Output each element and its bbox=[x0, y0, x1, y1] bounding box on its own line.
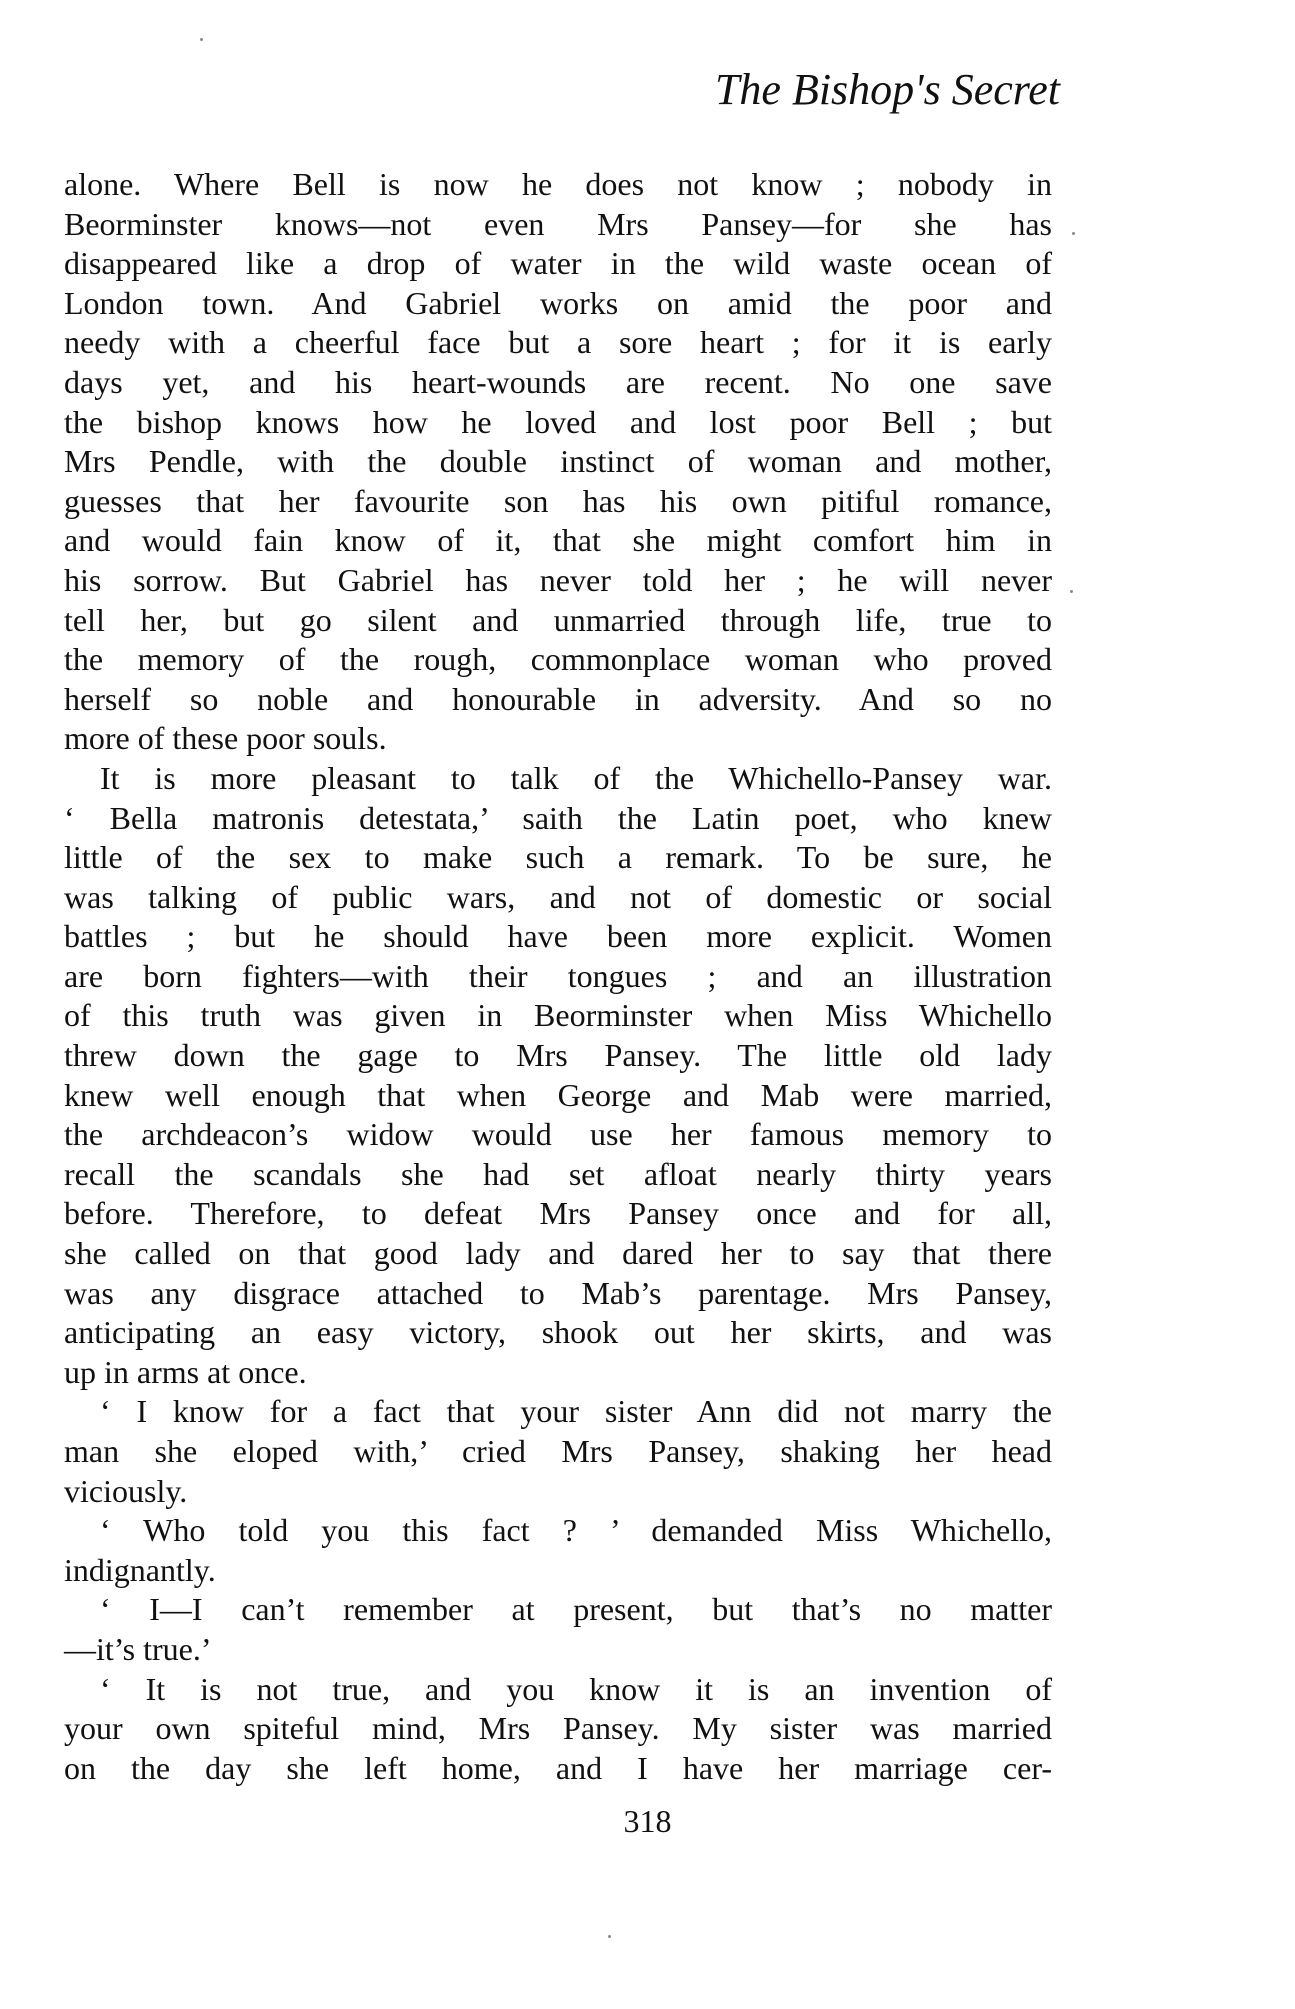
text-line: more of these poor souls. bbox=[64, 720, 387, 757]
text-line: guesses that her favourite son has his own pitiful romance, bbox=[64, 482, 1052, 519]
paper-speck bbox=[200, 38, 203, 41]
text-line: anticipating an easy victory, shook out her skirts, and was bbox=[64, 1314, 1052, 1351]
text-line: and would fain know of it, that she might comfort him in bbox=[64, 522, 1052, 559]
text-line: up in arms at once. bbox=[64, 1353, 307, 1390]
text-line: days yet, and his heart-wounds are recent. No one save bbox=[64, 363, 1052, 400]
text-line: your own spiteful mind, Mrs Pansey. My sister was married bbox=[64, 1710, 1052, 1747]
paper-speck bbox=[608, 1935, 611, 1938]
running-head: The Bishop's Secret bbox=[714, 65, 1060, 114]
text-line: knew well enough that when George and Mab were married, bbox=[64, 1076, 1052, 1113]
text-line: ‘ Who told you this fact ? ’ demanded Miss Whichello, bbox=[100, 1512, 1052, 1549]
text-line: herself so noble and honourable in adversity. And so no bbox=[64, 680, 1052, 717]
text-line: recall the scandals she had set afloat nearly thirty years bbox=[64, 1155, 1052, 1192]
text-line: of this truth was given in Beorminster when Miss Whichello bbox=[64, 997, 1052, 1034]
text-line: his sorrow. But Gabriel has never told her ; he will never bbox=[64, 561, 1052, 598]
text-line: on the day she left home, and I have her marriage cer- bbox=[64, 1749, 1052, 1786]
text-line: indignantly. bbox=[64, 1551, 216, 1588]
text-line: threw down the gage to Mrs Pansey. The little old lady bbox=[64, 1037, 1052, 1074]
text-line: little of the sex to make such a remark. To be sure, he bbox=[64, 839, 1052, 876]
text-line: the archdeacon’s widow would use her famous memory to bbox=[64, 1116, 1052, 1153]
text-line: was any disgrace attached to Mab’s parentage. Mrs Pansey, bbox=[64, 1274, 1052, 1311]
text-line: alone. Where Bell is now he does not know ; nobody in bbox=[64, 166, 1052, 202]
text-line: tell her, but go silent and unmarried through life, true to bbox=[64, 601, 1052, 638]
paper-speck bbox=[1070, 590, 1073, 593]
text-line: before. Therefore, to defeat Mrs Pansey once and for all, bbox=[64, 1195, 1052, 1232]
text-line: the memory of the rough, commonplace woman who proved bbox=[64, 641, 1052, 678]
text-line: ‘ Bella matronis detestata,’ saith the Latin poet, who knew bbox=[64, 799, 1052, 836]
text-line: are born fighters—with their tongues ; and an illustration bbox=[64, 957, 1052, 994]
text-line: needy with a cheerful face but a sore heart ; for it is early bbox=[64, 324, 1052, 361]
text-line: It is more pleasant to talk of the Whichello-Pansey war. bbox=[100, 759, 1052, 796]
text-line: —it’s true.’ bbox=[64, 1630, 212, 1667]
text-line: was talking of public wars, and not of domestic or social bbox=[64, 878, 1052, 915]
text-line: ‘ It is not true, and you know it is an invention of bbox=[100, 1670, 1052, 1707]
text-line: the bishop knows how he loved and lost poor Bell ; but bbox=[64, 403, 1052, 440]
page-number: 318 bbox=[623, 1803, 672, 1839]
paper-speck bbox=[1072, 232, 1075, 235]
body-text bbox=[64, 165, 1052, 1788]
text-line: viciously. bbox=[64, 1472, 188, 1509]
text-line: battles ; but he should have been more explicit. Women bbox=[64, 918, 1052, 955]
text-line: ‘ I know for a fact that your sister Ann did not marry the bbox=[100, 1393, 1052, 1430]
text-line: disappeared like a drop of water in the wild waste ocean of bbox=[64, 245, 1052, 282]
text-line: London town. And Gabriel works on amid the poor and bbox=[64, 284, 1052, 321]
text-line: she called on that good lady and dared her to say that there bbox=[64, 1235, 1052, 1272]
text-line: ‘ I—I can’t remember at present, but that’s no matter bbox=[100, 1591, 1052, 1628]
text-line: Mrs Pendle, with the double instinct of woman and mother, bbox=[64, 443, 1052, 480]
text-line: Beorminster knows—not even Mrs Pansey—for she has bbox=[64, 205, 1052, 242]
text-line: man she eloped with,’ cried Mrs Pansey, shaking her head bbox=[64, 1433, 1052, 1469]
